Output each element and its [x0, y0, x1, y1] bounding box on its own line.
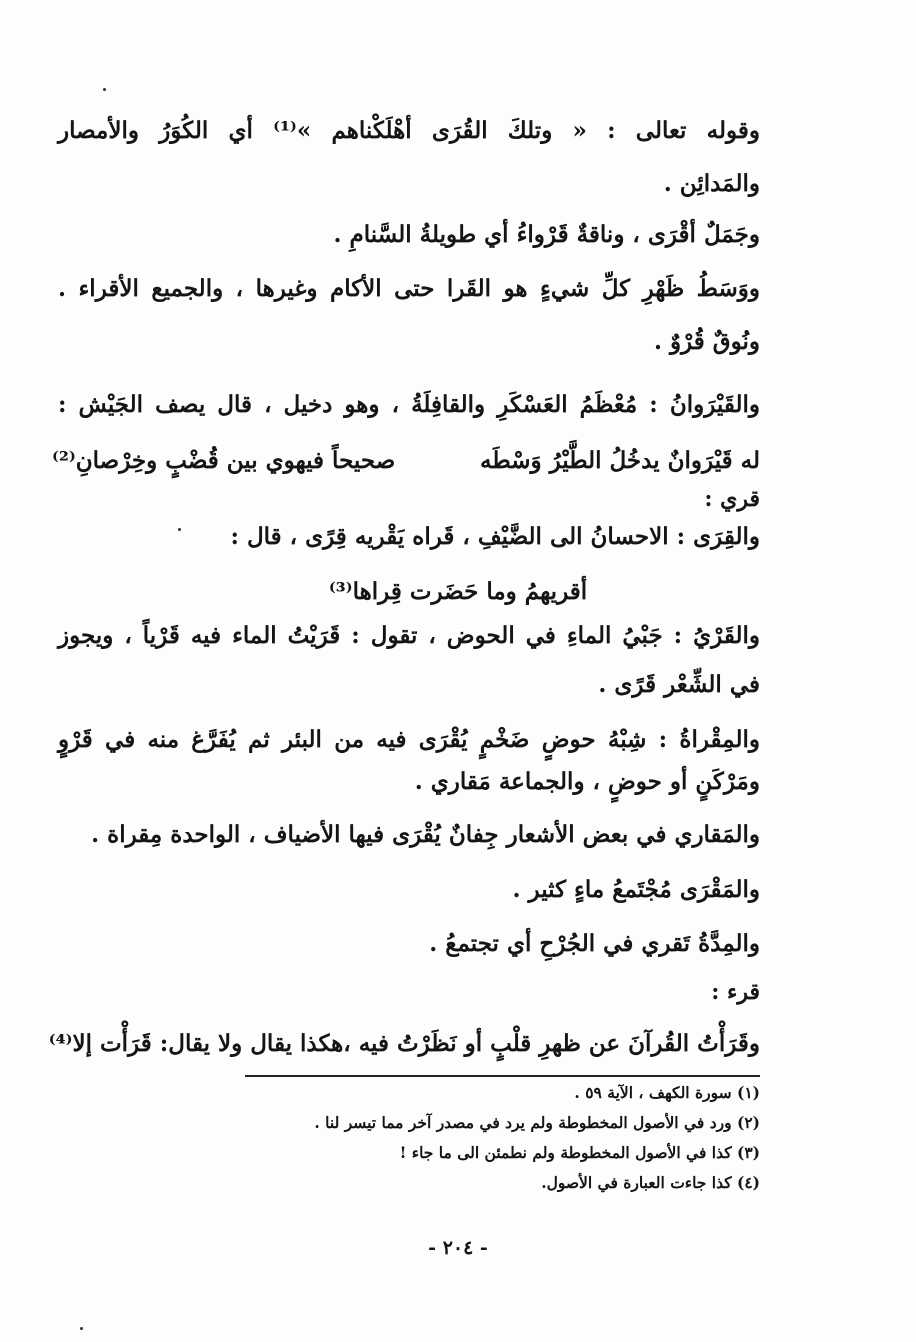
page-number: - ٢٠٤ - — [428, 1237, 488, 1259]
text-line-16: والمَقْرَى مُجْتَمعُ ماءٍ كثير . — [512, 876, 760, 903]
verse-hemistich-2: صحيحاً فيهوي بين قُضْبٍ وخِرْصانِ⁽²⁾ — [52, 447, 396, 474]
text-line-15: والمَقاري في بعض الأشعار جِفانٌ يُقْرَى فيها الأضياف ، الواحدة مِقراة . — [91, 821, 760, 848]
text-line-3: وجَمَلٌ أقْرَى ، وناقةٌ قَرْواءُ أي طويلةُ السَّنامِ . — [333, 221, 760, 248]
entry-heading-qr: قرء : — [711, 979, 760, 1005]
verse-hemistich-1: له قَيْرَوانٌ يدخُلُ الطَّيْرُ وَسْطَه — [480, 447, 760, 474]
text-line-11: والقَرْيُ : جَبْيُ الماءِ في الحوض ، تقول : قَرَيْتُ الماء فيه قَرْياً ، ويجوز — [58, 622, 760, 649]
footnote-1: (١) سورة الكهف ، الآية ٥٩ . — [574, 1083, 760, 1102]
scan-speck — [80, 1327, 83, 1330]
footnote-2: (٢) ورد في الأصول المخطوطة ولم يرد في مصدر آخر مما تيسر لنا . — [314, 1113, 760, 1132]
text-line-12: في الشِّعْر قَرًى . — [598, 671, 760, 698]
text-line-9: والقِرَى : الاحسانُ الى الضَّيْفِ ، قَراه يَقْريه قِرًى ، قال : — [230, 523, 760, 550]
entry-heading-qry: قري : — [704, 486, 760, 512]
scan-speck — [178, 528, 181, 531]
footnote-4: (٤) كذا جاءت العبارة في الأصول. — [541, 1173, 760, 1192]
text-line-6: والقَيْرَوانُ : مُعْظَمُ العَسْكَرِ والقافِلَةُ ، وهو دخيل ، قال يصف الجَيْش : — [58, 391, 760, 418]
text-line-17: والمِدَّةُ تَقري في الجُرْحِ أي تجتمعُ . — [429, 930, 760, 957]
text-line-2: والمَدائِن . — [663, 170, 760, 197]
text-line-4: ووَسَطُ ظَهْرِ كلِّ شيءٍ هو القَرا حتى الأكام وغيرها ، والجميع الأقراء . — [58, 275, 760, 302]
footnote-divider — [245, 1075, 760, 1077]
footnote-3: (٣) كذا في الأصول المخطوطة ولم نطمئن الى ما جاء ! — [399, 1143, 760, 1162]
scan-speck — [103, 88, 106, 91]
text-line-1: وقوله تعالى : « وتلكَ القُرَى أهْلَكْناهم »⁽¹⁾ أي الكُوَرُ والأمصار — [58, 117, 760, 144]
text-line-19: وقَرَأْتُ القُرآنَ عن ظهرِ قلْبٍ أو نَظَرْتُ فيه ،هكذا يقال ولا يقال: قَرَأْت إلا⁽⁴⁾ — [48, 1030, 760, 1057]
text-line-13: والمِقْراةُ : شِبْهُ حوضٍ ضَخْمٍ يُقْرَى فيه من البئر ثم يُفَرَّغ منه في قَرْوٍ — [58, 726, 760, 753]
text-line-5: ونُوقٌ قُرْوٌ . — [653, 328, 760, 355]
text-line-14: ومَرْكَنٍ أو حوضٍ ، والجماعة مَقاري . — [414, 768, 760, 795]
verse-line: أقريهمُ وما حَضَرت قِراها⁽³⁾ — [328, 578, 588, 605]
